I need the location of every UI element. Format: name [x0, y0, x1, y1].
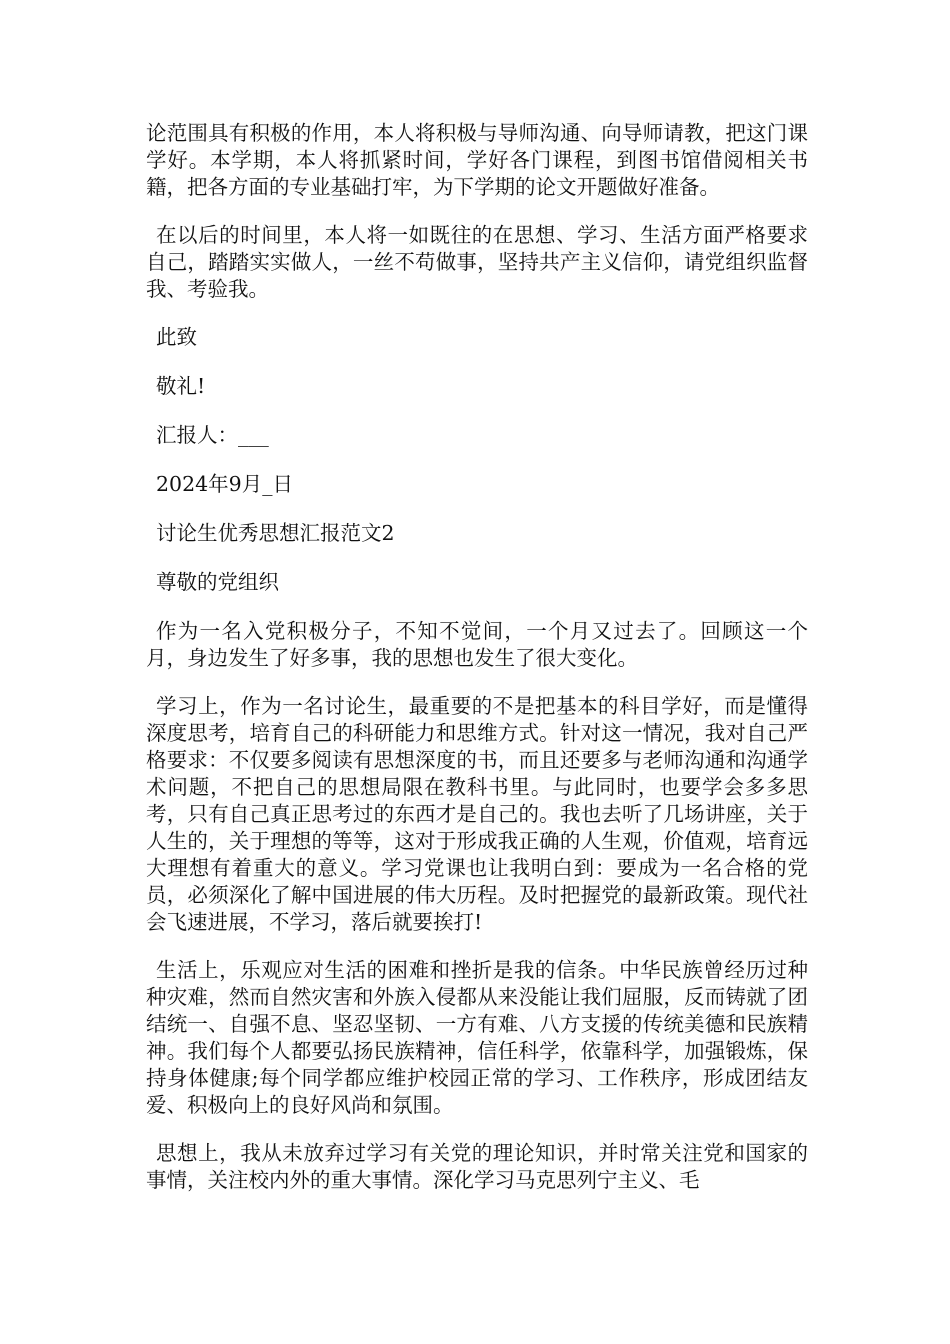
paragraph-intro: 作为一名入党积极分子，不知不觉间，一个月又过去了。回顾这一个月，身边发生了好多事，我的思想也发生了很大变化。 — [146, 619, 808, 670]
salutation: 尊敬的党组织 — [156, 570, 279, 594]
report-date: 2024年9月_日 — [156, 472, 293, 496]
closing-respect: 敬礼! — [156, 374, 206, 398]
reporter-signature: 汇报人：___ — [156, 423, 269, 447]
closing-salute: 此致 — [156, 325, 197, 349]
paragraph-life: 生活上，乐观应对生活的困难和挫折是我的信条。中华民族曾经历过种种灾难，然而自然灾害和外族入侵都从来没能让我们屈服，反而铸就了团结统一、自强不息、坚忍坚韧、一方有难、八方支援的传统美德和民族精神。我们每个人都要弘扬民族精神，信任科学，依靠科学，加强锻炼，保持身体健康;每个同学都应维护校园正常的学习、工作秩序，形成团结友爱、积极向上的良好风尚和氛围。 — [146, 958, 808, 1117]
paragraph-commitment: 在以后的时间里，本人将一如既往的在思想、学习、生活方面严格要求自己，踏踏实实做人，一丝不苟做事，坚持共产主义信仰，请党组织监督我、考验我。 — [146, 223, 808, 301]
paragraph-thought: 思想上，我从未放弃过学习有关党的理论知识，并时常关注党和国家的事情，关注校内外的重大事情。深化学习马克思列宁主义、毛 — [146, 1141, 808, 1192]
paragraph-study: 学习上，作为一名讨论生，最重要的不是把基本的科目学好，而是懂得深度思考，培育自己的科研能力和思维方式。针对这一情况，我对自己严格要求：不仅要多阅读有思想深度的书，而且还要多与老师沟通和沟通学术问题，不把自己的思想局限在教科书里。与此同时，也要学会多多思考，只有自己真正思考过的东西才是自己的。我也去听了几场讲座，关于人生的，关于理想的等等，这对于形成我正确的人生观，价值观，培育远大理想有着重大的意义。学习党课也让我明白到：要成为一名合格的党员，必须深化了解中国进展的伟大历程。及时把握党的最新政策。现代社会飞速进展，不学习，落后就要挨打! — [146, 694, 808, 934]
document-page — [146, 120, 808, 1215]
paragraph-study-plan: 论范围具有积极的作用，本人将积极与导师沟通、向导师请教，把这门课学好。本学期，本人将抓紧时间，学好各门课程，到图书馆借阅相关书籍，把各方面的专业基础打牢，为下学期的论文开题做好准备。 — [146, 121, 808, 199]
section-title: 讨论生优秀思想汇报范文2 — [156, 521, 395, 545]
